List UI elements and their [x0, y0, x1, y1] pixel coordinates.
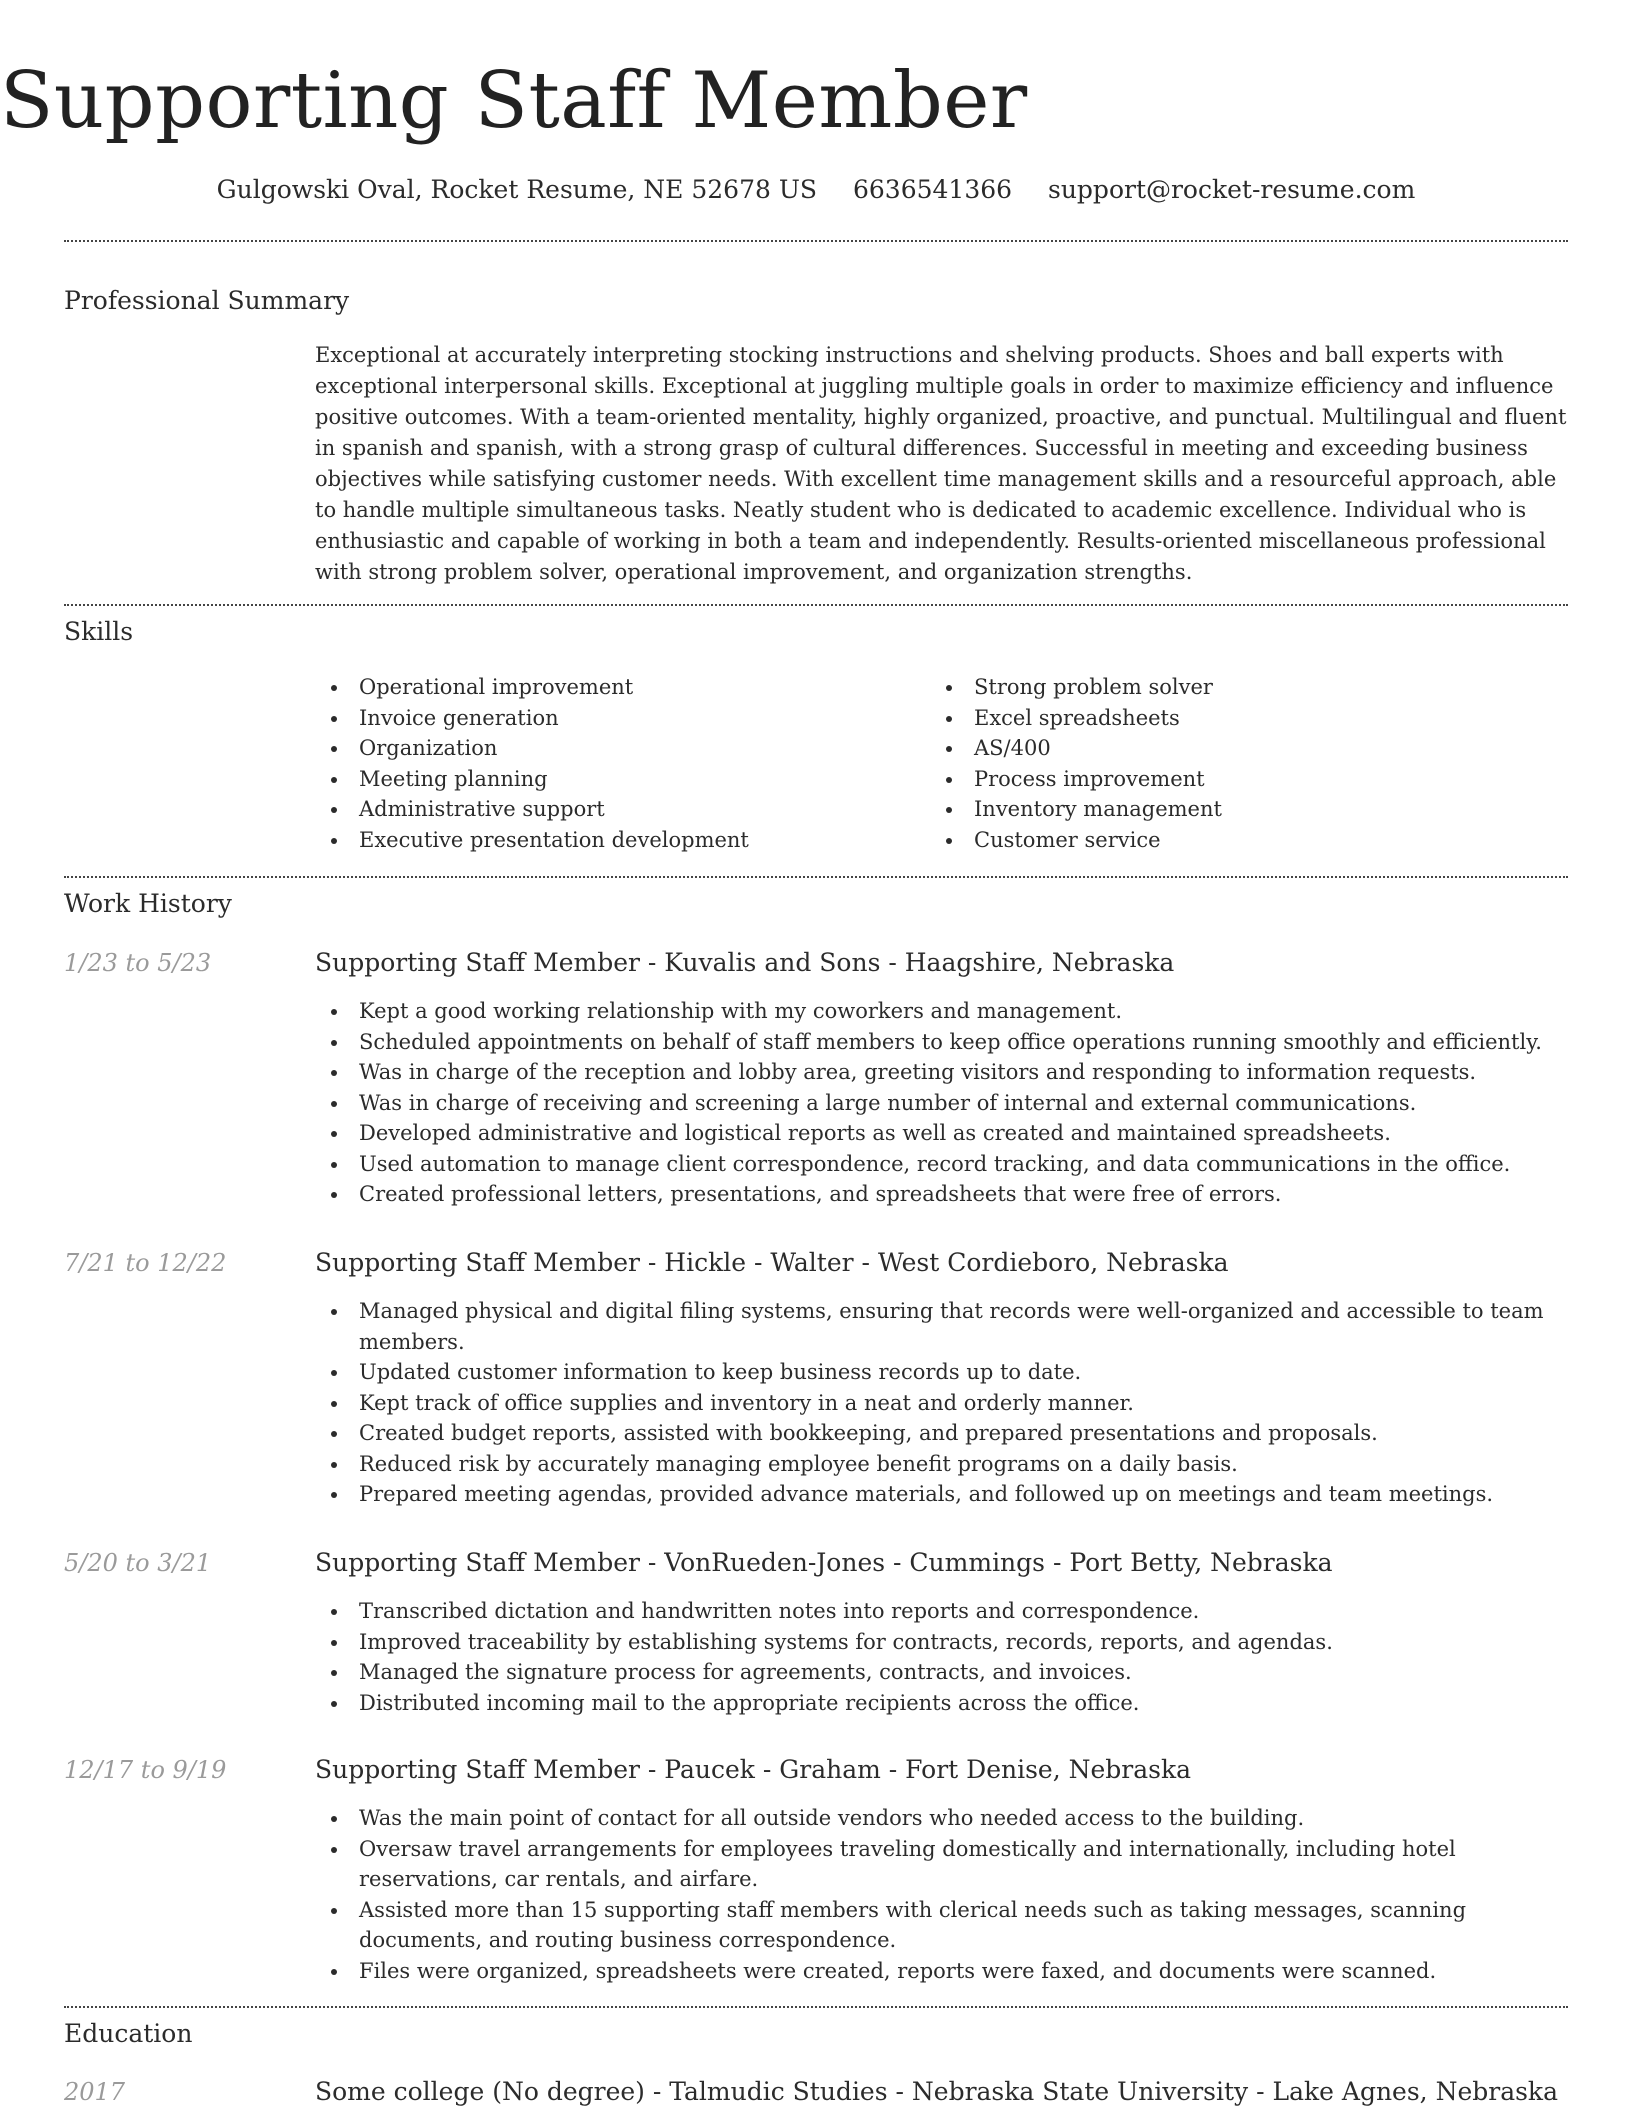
- job-bullet: Developed administrative and logistical reports as well as created and maintained spreadsheets.: [315, 1118, 1570, 1149]
- job-bullet: Oversaw travel arrangements for employees traveling domestically and internationally, including hotel reservations, car rentals, and airfare.: [315, 1834, 1570, 1895]
- job-bullet: Distributed incoming mail to the appropriate recipients across the office.: [315, 1688, 1570, 1719]
- skill-item: Administrative support: [315, 794, 915, 825]
- resume-name: Supporting Staff Member: [0, 56, 1028, 146]
- skill-item: Inventory management: [930, 794, 1550, 825]
- divider: [64, 240, 1568, 242]
- job-bullet: Updated customer information to keep business records up to date.: [315, 1357, 1570, 1388]
- job-title: Supporting Staff Member - VonRueden-Jones - Cummings - Port Betty, Nebraska: [315, 1548, 1333, 1577]
- job-title: Supporting Staff Member - Hickle - Walter - West Cordieboro, Nebraska: [315, 1248, 1229, 1277]
- skill-item: Excel spreadsheets: [930, 703, 1550, 734]
- section-title-summary: Professional Summary: [64, 286, 350, 315]
- education-degree: Some college (No degree) - Talmudic Studies - Nebraska State University - Lake Agnes, Nebraska: [315, 2077, 1558, 2106]
- skills-left-column: [315, 672, 915, 855]
- skills-right-column: [930, 672, 1550, 855]
- education-date: 2017: [64, 2078, 126, 2106]
- job-bullets: [315, 996, 1570, 1210]
- job-dates: 7/21 to 12/22: [64, 1249, 227, 1277]
- section-title-education: Education: [64, 2019, 193, 2048]
- section-title-skills: Skills: [64, 617, 134, 646]
- skill-item: AS/400: [930, 733, 1550, 764]
- job-title: Supporting Staff Member - Kuvalis and Sons - Haagshire, Nebraska: [315, 948, 1175, 977]
- job-bullets: [315, 1596, 1570, 1718]
- job-bullet: Was the main point of contact for all outside vendors who needed access to the building.: [315, 1803, 1570, 1834]
- job-bullets: [315, 1296, 1570, 1510]
- contact-line: [0, 170, 1632, 210]
- job-bullet: Managed the signature process for agreements, contracts, and invoices.: [315, 1657, 1570, 1688]
- job-bullet: Was in charge of the reception and lobby area, greeting visitors and responding to information requests.: [315, 1057, 1570, 1088]
- contact-email: support@rocket-resume.com: [1048, 175, 1416, 204]
- job-bullet: Kept a good working relationship with my coworkers and management.: [315, 996, 1570, 1027]
- job-dates: 12/17 to 9/19: [64, 1756, 227, 1784]
- job-bullet: Kept track of office supplies and inventory in a neat and orderly manner.: [315, 1388, 1570, 1419]
- job-bullet: Assisted more than 15 supporting staff members with clerical needs such as taking messages, scanning documents, and routing business correspondence.: [315, 1895, 1570, 1956]
- job-bullet: Created professional letters, presentations, and spreadsheets that were free of errors.: [315, 1179, 1570, 1210]
- contact-address: Gulgowski Oval, Rocket Resume, NE 52678 US: [216, 175, 818, 204]
- job-bullet: Files were organized, spreadsheets were created, reports were faxed, and documents were scanned.: [315, 1956, 1570, 1987]
- job-bullet: Used automation to manage client correspondence, record tracking, and data communications in the office.: [315, 1149, 1570, 1180]
- job-dates: 1/23 to 5/23: [64, 949, 212, 977]
- section-title-work: Work History: [64, 889, 232, 918]
- job-bullet: Created budget reports, assisted with bookkeeping, and prepared presentations and proposals.: [315, 1418, 1570, 1449]
- skill-item: Operational improvement: [315, 672, 915, 703]
- divider: [64, 876, 1568, 878]
- skill-item: Strong problem solver: [930, 672, 1550, 703]
- job-bullet: Improved traceability by establishing systems for contracts, records, reports, and agendas.: [315, 1627, 1570, 1658]
- skill-item: Meeting planning: [315, 764, 915, 795]
- divider: [64, 604, 1568, 606]
- contact-phone: 6636541366: [852, 175, 1013, 204]
- divider: [64, 2006, 1568, 2008]
- job-bullet: Prepared meeting agendas, provided advance materials, and followed up on meetings and team meetings.: [315, 1479, 1570, 1510]
- job-dates: 5/20 to 3/21: [64, 1549, 212, 1577]
- skill-item: Process improvement: [930, 764, 1550, 795]
- job-bullet: Transcribed dictation and handwritten notes into reports and correspondence.: [315, 1596, 1570, 1627]
- skill-item: Invoice generation: [315, 703, 915, 734]
- job-bullet: Reduced risk by accurately managing employee benefit programs on a daily basis.: [315, 1449, 1570, 1480]
- job-bullets: [315, 1803, 1570, 1986]
- job-bullet: Scheduled appointments on behalf of staff members to keep office operations running smoothly and efficiently.: [315, 1027, 1570, 1058]
- summary-text: Exceptional at accurately interpreting stocking instructions and shelving products. Shoes and ball experts with exceptional interpersonal skills. Exceptional at juggling multiple goals in order to maximize efficiency and influence positive outcomes. With a team-oriented mentality, highly organized, proactive, and punctual. Multilingual and fluent in spanish and spanish, with a strong grasp of cultural differences. Successful in meeting and exceeding business objectives while satisfying customer needs. With excellent time management skills and a resourceful approach, able to handle multiple simultaneous tasks. Neatly student who is dedicated to academic excellence. Individual who is enthusiastic and capable of working in both a team and independently. Results-oriented miscellaneous professional with strong problem solver, operational improvement, and organization strengths.: [315, 343, 1567, 584]
- job-bullet: Managed physical and digital filing systems, ensuring that records were well-organized and accessible to team members.: [315, 1296, 1570, 1357]
- job-bullet: Was in charge of receiving and screening a large number of internal and external communications.: [315, 1088, 1570, 1119]
- skill-item: Executive presentation development: [315, 825, 915, 856]
- skill-item: Customer service: [930, 825, 1550, 856]
- skill-item: Organization: [315, 733, 915, 764]
- job-title: Supporting Staff Member - Paucek - Graham - Fort Denise, Nebraska: [315, 1755, 1192, 1784]
